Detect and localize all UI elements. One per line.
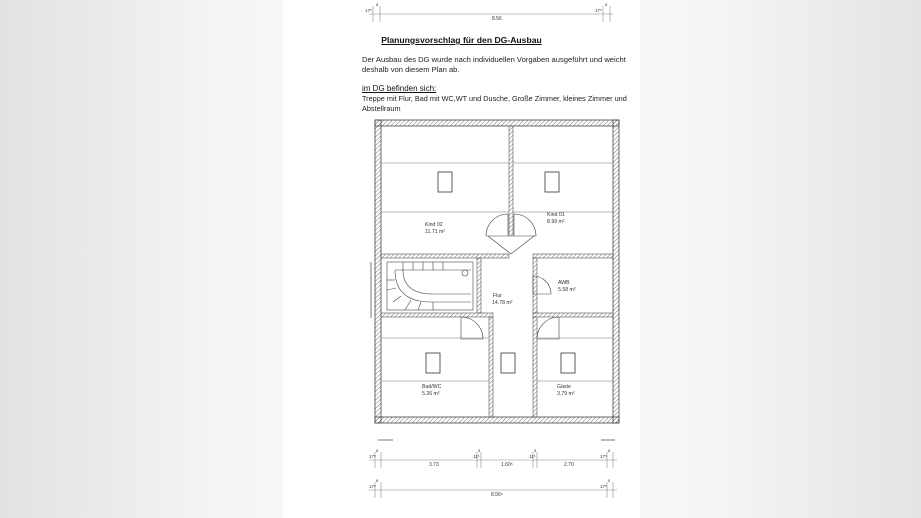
dim-top-right-b: 8	[605, 2, 608, 7]
dim-bottom-total: 8.56⁵	[491, 492, 503, 498]
room-area-awb: 5.58 m²	[558, 287, 576, 293]
dim-bottom-small-0: 8	[376, 478, 379, 483]
dim-top-left-b: 8	[376, 2, 379, 7]
floor-plan	[283, 0, 640, 518]
dim-top-total: 8.56	[492, 16, 502, 22]
dimension-row-1	[369, 452, 617, 468]
rooms-subheading: im DG befinden sich:	[362, 84, 437, 93]
dim-bottom-left-a: 17⁵	[369, 484, 376, 489]
dim-row1-small-2: 5	[534, 448, 537, 453]
dim-row1-small-3: 8	[608, 448, 611, 453]
dim-top-left-a: 17⁵	[365, 8, 372, 13]
dim-bottom-right-a: 17⁵	[600, 484, 607, 489]
roof-slope-lines	[381, 163, 613, 381]
outer-walls	[375, 120, 619, 423]
room-name-flur: Flur	[493, 293, 502, 299]
dim-top-right-a: 17⁵	[595, 8, 602, 13]
intro-text: Der Ausbau des DG wurde nach individuellen Vorgaben ausgeführt und weicht deshalb von diesem Plan ab.	[362, 55, 626, 74]
dim-row1-0: 17⁵	[369, 454, 376, 459]
rooms-description: Treppe mit Flur, Bad mit WC,WT und Dusche, Große Zimmer, kleines Zimmer und Abstellraum	[362, 94, 627, 113]
document-page	[283, 0, 640, 518]
dim-row1-small-0: 8	[376, 448, 379, 453]
dim-bottom-small-1: 5	[608, 478, 611, 483]
room-name-bad-wc: Bad/WC	[422, 384, 442, 390]
top-dimension-line	[369, 6, 613, 22]
dim-row1-6: 17⁵	[600, 454, 607, 459]
room-area-bad-wc: 5.26 m²	[422, 391, 440, 397]
staircase	[387, 262, 473, 310]
dim-row1-small-1: 5	[478, 448, 481, 453]
dim-row1-1: 3.73	[429, 462, 439, 468]
dim-row1-4: 11⁵	[529, 454, 536, 459]
room-name-awb: AWB	[558, 280, 570, 286]
room-name-kind-02: Kind 02	[425, 222, 443, 228]
dim-row1-3: 1.60⁵	[501, 462, 513, 468]
room-labels	[422, 212, 576, 397]
dim-row1-2: 11⁵	[473, 454, 480, 459]
blurred-margin-right	[636, 0, 921, 518]
blurred-margin-left	[0, 0, 285, 518]
roof-windows	[426, 172, 575, 373]
room-area-flur: 14.78 m²	[492, 300, 513, 306]
room-name-gaeste: Gäste	[557, 384, 571, 390]
room-name-kind-01: Kind 01	[547, 212, 565, 218]
document-title: Planungsvorschlag für den DG-Ausbau	[381, 35, 542, 45]
room-area-kind-01: 8.99 m²	[547, 219, 565, 225]
room-area-kind-02: 11.71 m²	[425, 229, 446, 235]
inner-walls	[381, 126, 613, 417]
room-area-gaeste: 3.79 m²	[557, 391, 575, 397]
dim-row1-5: 2.70	[564, 462, 574, 468]
